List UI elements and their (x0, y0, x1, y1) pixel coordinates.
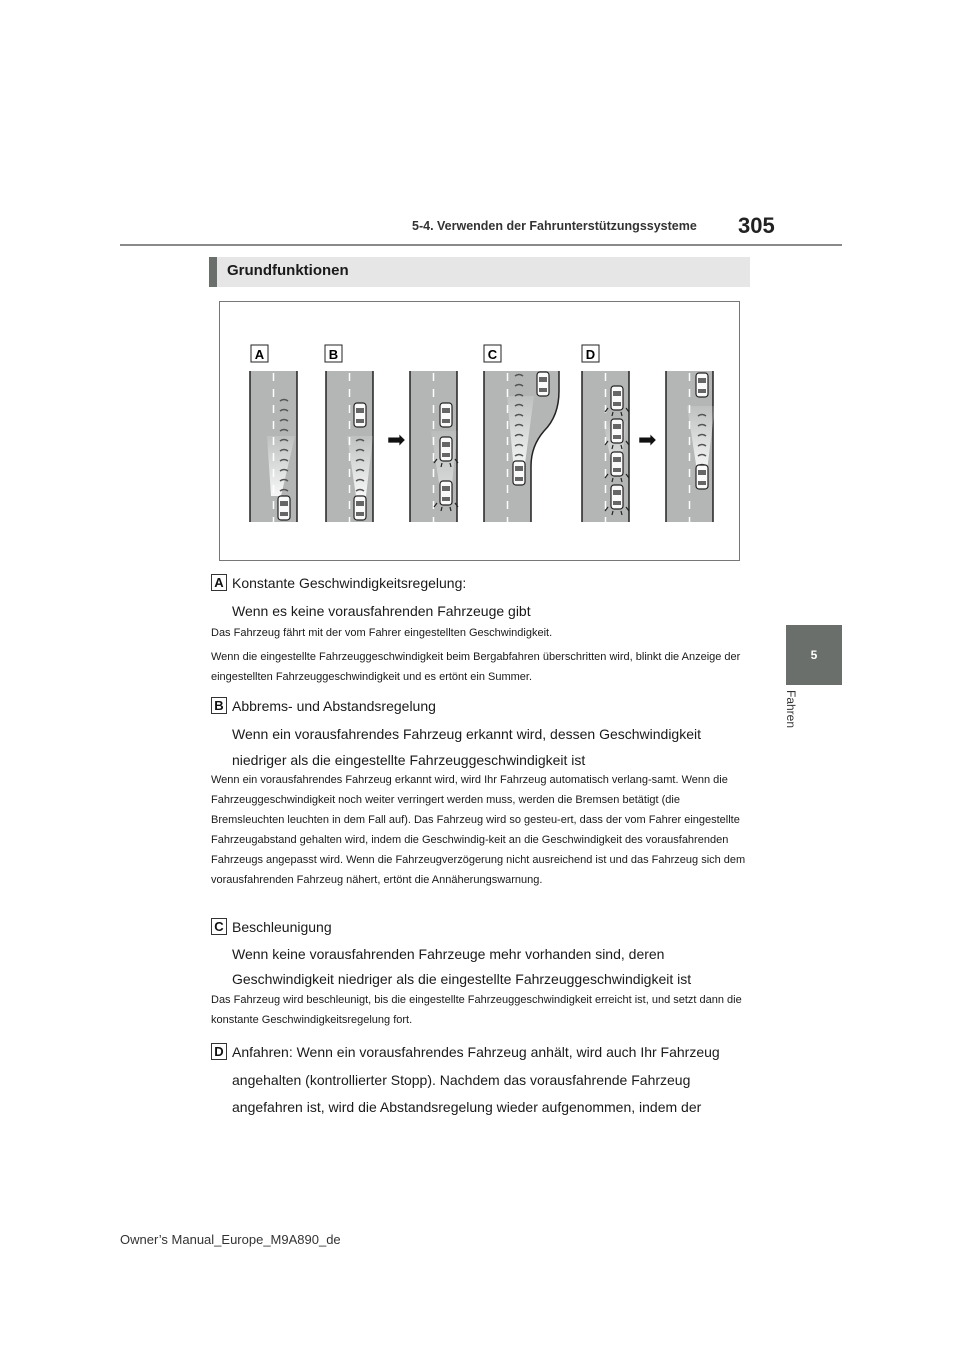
item-b-line: niedriger als die eingestellte Fahrzeuggeschwindigkeit ist (232, 752, 586, 768)
preceding-car (611, 386, 623, 410)
road-c (484, 371, 559, 522)
item-b-title: Abbrems- und Abstandsregelung (232, 698, 436, 714)
item-c-label: C (211, 918, 227, 935)
road-d1 (582, 371, 629, 522)
preceding-car (440, 403, 452, 427)
own-car (440, 481, 452, 505)
own-car (611, 419, 623, 443)
preceding-car (354, 403, 366, 427)
item-b-detail: Wenn ein vorausfahrendes Fahrzeug erkannt wird, wird Ihr Fahrzeug automatisch verlang-samt. Wenn die Fahrzeuggeschwindigkeit noch weiter verringert werden muss, werden die Bremsen betätigt (die Bremsleuchten leuchten in dem Fall auf). Das Fahrzeug wird so gesteu-ert, dass der vom Fahrer eingestellte Fahrzeugabstand gehalten wird, indem die Geschwindig-keit an die Geschwindigkeit des vorausfahrenden Fahrzeugs angepasst wird. Wenn die Fahrzeugverzögerung nicht ausreichend ist und das Fahrzeug sich dem vorausfahrenden Fahrzeug nähert, ertönt die Annäherungswarnung. (211, 774, 746, 886)
panel-label-b (325, 345, 342, 362)
arrow-icon: ➡ (638, 428, 657, 453)
chapter-label-text: Fahren (784, 690, 798, 729)
road-b2 (410, 371, 458, 522)
item-a-label: A (211, 574, 227, 591)
page-number: 305 (738, 213, 775, 238)
own-car (696, 465, 708, 489)
arrow-icon: ➡ (387, 428, 406, 453)
header-rule (120, 244, 842, 246)
item-a-title: Konstante Geschwindigkeitsregelung: (232, 575, 467, 591)
svg-text:A: A (254, 347, 265, 362)
item-d-line: angehalten (kontrollierter Stopp). Nachdem das vorausfahrende Fahrzeug (232, 1072, 691, 1088)
road-b1 (326, 371, 373, 522)
item-b-line: Wenn ein vorausfahrendes Fahrzeug erkannt wird, dessen Geschwindigkeit (232, 726, 701, 742)
own-car (611, 452, 623, 476)
svg-text:D: D (585, 347, 596, 362)
own-car (354, 496, 366, 520)
item-a-detail: Wenn die eingestellte Fahrzeuggeschwindigkeit beim Bergabfahren überschritten wird, blinkt die Anzeige der eingestellten Fahrzeuggeschwindigkeit und es ertönt ein Summer. (211, 651, 741, 683)
preceding-car (696, 373, 708, 397)
item-a-detail: Das Fahrzeug fährt mit der vom Fahrer eingestellten Geschwindigkeit. (211, 627, 553, 639)
panel-label-c (484, 345, 501, 362)
item-c-detail: Das Fahrzeug wird beschleunigt, bis die eingestellte Fahrzeuggeschwindigkeit erreicht ist, und setzt dann die konstante Geschwindigkeitsregelung fort. (211, 994, 742, 1026)
acc-diagram (219, 301, 740, 561)
panel-label-d (582, 345, 599, 362)
own-car (440, 437, 452, 461)
section-heading (209, 257, 750, 287)
chapter-label (776, 690, 806, 750)
item-d-title: Anfahren: Wenn ein vorausfahrendes Fahrzeug anhält, wird auch Ihr Fahrzeug (232, 1044, 720, 1060)
svg-text:C: C (487, 347, 498, 362)
item-d-line: angefahren ist, wird die Abstandsregelung wieder aufgenommen, indem der (232, 1099, 702, 1115)
chapter-tab: 5 (786, 625, 842, 685)
road-d2 (666, 371, 715, 522)
section-heading-text: Grundfunktionen (227, 262, 349, 279)
item-b-label: B (211, 697, 227, 714)
item-d-label: D (211, 1043, 227, 1060)
item-a-line: Wenn es keine vorausfahrenden Fahrzeuge gibt (232, 603, 531, 619)
own-car (278, 496, 290, 520)
footer-text: Owner’s Manual_Europe_M9A890_de (120, 1232, 341, 1247)
own-car (513, 461, 525, 485)
panel-label-a (251, 345, 268, 362)
item-c-title: Beschleunigung (232, 919, 332, 935)
item-c-line: Wenn keine vorausfahrenden Fahrzeuge mehr vorhanden sind, deren (232, 946, 665, 962)
item-c-line: Geschwindigkeit niedriger als die eingestellte Fahrzeuggeschwindigkeit ist (232, 971, 692, 987)
section-header: 5-4. Verwenden der Fahrunterstützungssysteme (412, 219, 697, 233)
svg-text:B: B (328, 347, 339, 362)
preceding-car (537, 372, 549, 396)
road-a (250, 371, 297, 522)
own-car (611, 485, 623, 509)
